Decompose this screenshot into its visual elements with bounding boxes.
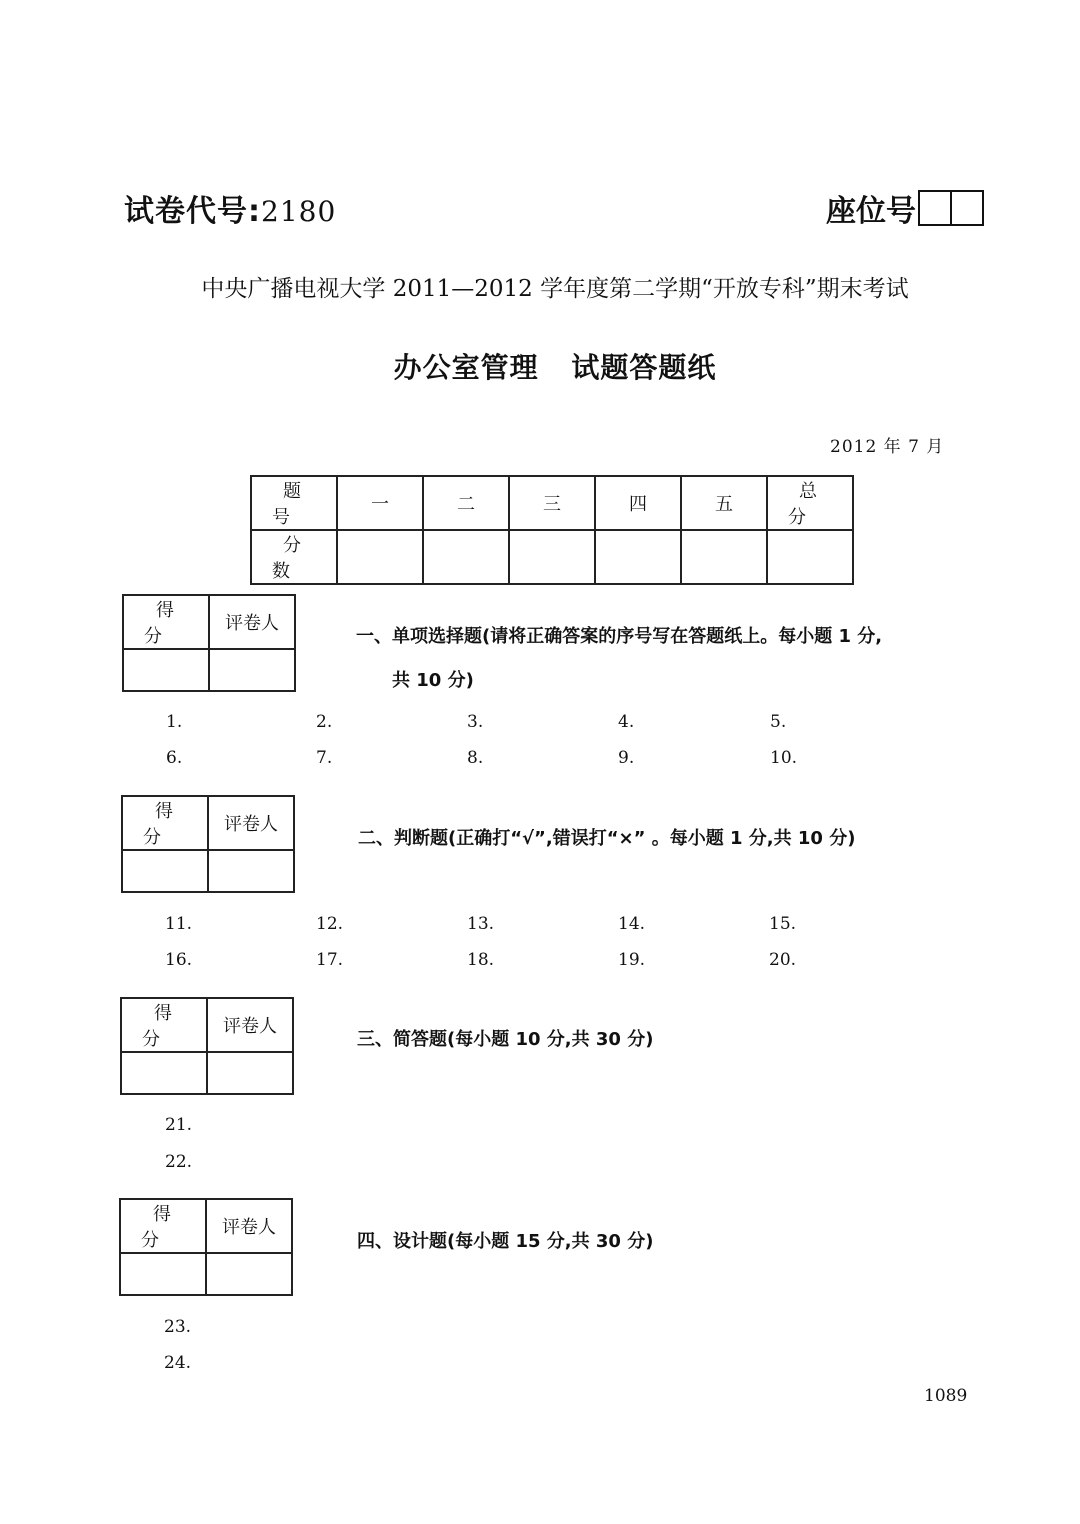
section-1-title-line1: 一、单项选择题(请将正确答案的序号写在答题纸上。每小题 1 分, [356, 626, 883, 647]
seat-number-box[interactable] [950, 192, 982, 224]
question-number: 24. [164, 1353, 192, 1373]
grader-name-cell[interactable] [206, 1253, 292, 1295]
question-number: 3. [467, 712, 484, 732]
grader-score-cell[interactable] [120, 1253, 206, 1295]
score-cell[interactable] [337, 530, 423, 584]
score-cell[interactable] [509, 530, 595, 584]
seat-number-label: 座位号 [826, 194, 916, 229]
section-1-title [356, 615, 882, 703]
question-number: 20. [769, 950, 797, 970]
question-number: 10. [770, 748, 798, 768]
question-number: 19. [618, 950, 646, 970]
score-cell[interactable] [681, 530, 767, 584]
grader-name-label: 评卷人 [206, 1199, 292, 1253]
question-number: 14. [618, 914, 646, 934]
grader-name-label: 评卷人 [208, 796, 294, 850]
grader-box-section-3 [120, 997, 294, 1095]
score-cell[interactable] [595, 530, 681, 584]
question-number: 6. [166, 748, 183, 768]
question-number: 2. [316, 712, 333, 732]
question-number: 9. [618, 748, 635, 768]
exam-date: 2012 年 7 月 [830, 437, 945, 457]
seat-number [826, 186, 984, 230]
grader-box-section-1 [122, 594, 296, 692]
score-summary-table [250, 475, 854, 585]
score-table-header-cell: 五 [681, 476, 767, 530]
section-3-title [357, 1018, 653, 1062]
question-number: 15. [769, 914, 797, 934]
score-table-row-label: 分数 [251, 530, 337, 584]
question-number: 16. [165, 950, 193, 970]
grader-box-section-4 [119, 1198, 293, 1296]
question-number: 4. [618, 712, 635, 732]
question-number: 13. [467, 914, 495, 934]
score-table-header-cell: 题号 [251, 476, 337, 530]
grader-score-label: 得分 [120, 1199, 206, 1253]
section-1-title-line2: 共 10 分) [392, 670, 474, 691]
seat-number-box[interactable] [920, 192, 950, 224]
section-3-title-line1: 三、简答题(每小题 10 分,共 30 分) [357, 1029, 654, 1050]
question-number: 17. [316, 950, 344, 970]
score-table-header-cell: 一 [337, 476, 423, 530]
grader-score-cell[interactable] [122, 850, 208, 892]
grader-name-cell[interactable] [207, 1052, 293, 1094]
exam-code [124, 186, 336, 230]
question-number: 21. [165, 1115, 193, 1135]
section-4-title [357, 1220, 653, 1264]
section-2-title [358, 817, 855, 861]
question-number: 22. [165, 1152, 193, 1172]
question-number: 12. [316, 914, 344, 934]
grader-name-cell[interactable] [208, 850, 294, 892]
seat-number-boxes[interactable] [918, 190, 984, 226]
score-table-header-cell: 总分 [767, 476, 853, 530]
section-2-title-line1: 二、判断题(正确打“√”,错误打“×” 。每小题 1 分,共 10 分) [358, 828, 856, 849]
score-cell[interactable] [767, 530, 853, 584]
question-number: 18. [467, 950, 495, 970]
grader-name-label: 评卷人 [209, 595, 295, 649]
question-number: 8. [467, 748, 484, 768]
question-number: 23. [164, 1317, 192, 1337]
grader-name-label: 评卷人 [207, 998, 293, 1052]
university-exam-line: 中央广播电视大学 2011—2012 学年度第二学期“开放专科”期末考试 [201, 276, 909, 302]
page-number: 1089 [924, 1386, 968, 1406]
question-number: 1. [166, 712, 183, 732]
question-number: 7. [316, 748, 333, 768]
exam-code-value: 2180 [261, 195, 337, 228]
question-number: 5. [770, 712, 787, 732]
score-cell[interactable] [423, 530, 509, 584]
score-table-header-cell: 四 [595, 476, 681, 530]
score-table-header-row [251, 476, 853, 530]
score-table-header-cell: 三 [509, 476, 595, 530]
grader-score-cell[interactable] [123, 649, 209, 691]
grader-box-section-2 [121, 795, 295, 893]
grader-name-cell[interactable] [209, 649, 295, 691]
paper-title: 办公室管理 试题答题纸 [393, 351, 717, 384]
exam-code-label: 试卷代号: [124, 194, 261, 229]
grader-score-label: 得分 [123, 595, 209, 649]
score-table-header-cell: 二 [423, 476, 509, 530]
question-number: 11. [165, 914, 193, 934]
grader-score-label: 得分 [122, 796, 208, 850]
score-table-score-row [251, 530, 853, 584]
section-4-title-line1: 四、设计题(每小题 15 分,共 30 分) [357, 1231, 654, 1252]
grader-score-label: 得分 [121, 998, 207, 1052]
grader-score-cell[interactable] [121, 1052, 207, 1094]
